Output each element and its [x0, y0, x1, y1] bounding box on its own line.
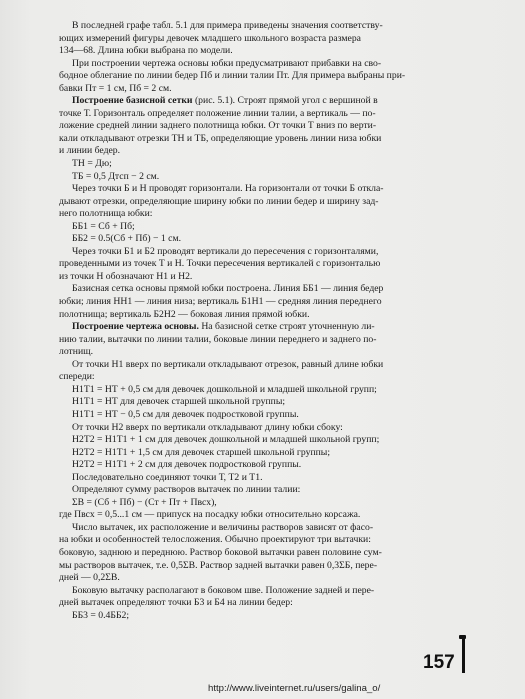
text-line: ТН = Дю;: [72, 158, 112, 170]
text-line: мы растворов вытачек, т.е. 0,5ΣВ. Раствор задней вытачки равен 0,3ΣБ, пере-: [59, 559, 378, 571]
text-line: где Пвсх = 0,5...1 см — припуск на посадку юбки относительно корсажа.: [59, 509, 361, 521]
text-line: из точки Н обозначают Н1 и Н2.: [59, 270, 193, 282]
text-line: ББ3 = 0.4ББ2;: [72, 609, 130, 621]
text-line: проведенными из точек Т и Н. Точки пересечения вертикалей с горизонталью: [59, 258, 381, 270]
text-line: 134—68. Длина юбки выбрана по модели.: [59, 45, 233, 57]
text-line: Базисная сетка основы прямой юбки построена. Линия ББ1 — линия бедер: [72, 283, 384, 295]
text-line: ющих измерений фигуры девочек младшего школьного возраста размера: [59, 32, 361, 44]
text-line: ложение средней линии заднего полотнища юбки. От точки Т вниз по верти-: [59, 120, 377, 132]
text-line: точке Т. Горизонталь определяет положение линии талии, а вертикаль — по-: [59, 107, 376, 119]
text-line: [59, 321, 463, 334]
text-line: ТБ = 0,5 Дтсп − 2 см.: [72, 170, 160, 182]
text-line: Н1Т1 = НТ для девочек старшей школьной группы;: [72, 396, 286, 408]
text-line: Последовательно соединяют точки Т, Т2 и Т1.: [72, 471, 263, 483]
text-line: Боковую вытачку располагают в боковом шве. Положение задней и пере-: [72, 584, 375, 596]
text-line: полотнища; вертикаль Б2Н2 — боковая линия прямой юбки.: [59, 308, 310, 320]
text-line: дней вытачек определяют точки Б3 и Б4 на линии бедер:: [59, 597, 293, 609]
text-line: Через точки Б1 и Б2 проводят вертикали до пересечения с горизонталями,: [72, 245, 379, 257]
page-marker-bar: [462, 638, 465, 673]
page-number: 157: [423, 652, 455, 673]
text-line: спереди:: [59, 371, 95, 383]
text-line: бавки Пт = 1 см, Пб = 2 см.: [59, 82, 172, 94]
text-line-rest: На базисной сетке строят уточненную ли-: [198, 321, 375, 333]
text-line: Н2Т2 = Н1Т1 + 2 см для девочек подростковой группы.: [72, 459, 302, 471]
text-line: От точки Н1 вверх по вертикали откладывают отрезок, равный длине юбки: [72, 358, 384, 370]
text-line: ББ1 = Сб + Пб;: [72, 220, 135, 232]
text-line: юбки; линия НН1 — линия низа; вертикаль Б1Н1 — средняя линия переднего: [59, 296, 382, 308]
text-line: От точки Н2 вверх по вертикали откладывают длину юбки сбоку:: [72, 421, 343, 433]
text-line: лотнищ.: [59, 346, 94, 358]
text-line: на юбки и особенностей телосложения. Обычно проектируют три вытачки:: [59, 534, 371, 546]
text-line: При построении чертежа основы юбки предусматривают прибавки на сво-: [72, 57, 382, 69]
text-line: нию талии, вытачки по линии талии, боковые линии переднего и заднего по-: [59, 333, 377, 345]
body-text: [59, 20, 463, 622]
text-line: дывают отрезки, определяющие ширину юбки по линии бедер и ширину зад-: [59, 195, 379, 207]
text-line: Н1Т1 = НТ + 0,5 см для девочек дошкольной и младшей школьной групп;: [72, 383, 377, 395]
text-line: Н2Т2 = Н1Т1 + 1,5 см для девочек старшей школьной группы;: [72, 446, 331, 458]
text-line: Н2Т2 = Н1Т1 + 1 см для девочек дошкольной и младшей школьной групп;: [72, 434, 380, 446]
text-line: Н1Т1 = НТ − 0,5 см для девочек подростковой группы.: [72, 408, 299, 420]
text-line: ББ2 = 0.5(Сб + Пб) − 1 см.: [72, 233, 182, 245]
text-line: боковую, заднюю и переднюю. Раствор боковой вытачки равен половине сум-: [59, 546, 382, 558]
text-line: Определяют сумму растворов вытачек по линии талии:: [72, 484, 301, 496]
text-line: кали откладывают отрезки ТН и ТБ, определяющие уровень линии низа юбки: [59, 132, 382, 144]
watermark-url: http://www.liveinternet.ru/users/galina_o/: [208, 683, 381, 694]
text-line: Через точки Б и Н проводят горизонтали. На горизонтали от точки Б откла-: [72, 183, 384, 195]
text-line: [59, 95, 463, 108]
text-line: дней — 0,2ΣВ.: [59, 572, 120, 584]
text-line-rest: (рис. 5.1). Строят прямой угол с вершиной в: [192, 95, 378, 107]
text-line: него полотнища юбки:: [59, 208, 153, 220]
text-line: Число вытачек, их расположение и величины растворов зависят от фасо-: [72, 521, 374, 533]
text-line: ΣВ = (Сб + Пб) − (Ст + Пт + Пвсх),: [72, 496, 217, 508]
section-heading: Построение базисной сетки: [72, 95, 193, 107]
text-line: и линии бедер.: [59, 145, 121, 157]
text-line: В последней графе табл. 5.1 для примера приведены значения соответству-: [72, 20, 383, 31]
text-line: бодное облегание по линии бедер Пб и линии талии Пт. Для примера выбраны при-: [59, 70, 406, 82]
section-heading: Построение чертежа основы.: [72, 321, 199, 333]
